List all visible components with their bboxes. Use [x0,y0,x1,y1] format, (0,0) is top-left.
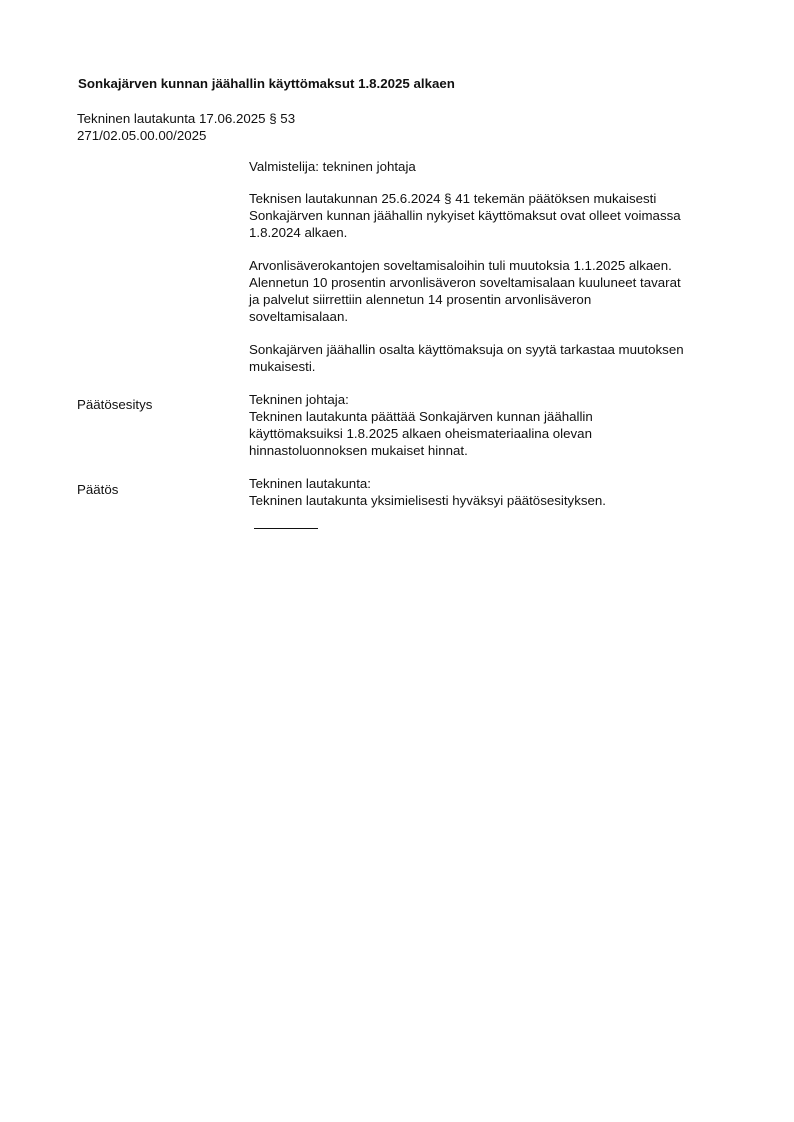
proposal-line: hinnastoluonnoksen mukaiset hinnat. [249,443,468,458]
decision-label: Päätös [77,482,119,497]
decision-paragraph [249,475,739,509]
meeting-reference: Tekninen lautakunta 17.06.2025 § 53 [77,111,296,126]
proposal-label: Päätösesitys [77,397,153,412]
background-paragraph-1 [249,190,739,241]
proposal-paragraph [249,391,739,459]
body-column [249,158,739,525]
paragraph-line: 1.8.2024 alkaen. [249,225,348,240]
background-paragraph-3 [249,341,739,375]
preparer-text: Valmistelija: tekninen johtaja [249,159,416,174]
document-title: Sonkajärven kunnan jäähallin käyttömaksut 1.8.2025 alkaen [78,76,455,91]
preparer-line [249,158,739,175]
paragraph-line: ja palvelut siirrettiin alennetun 14 prosentin arvonlisäveron [249,292,592,307]
paragraph-line: mukaisesti. [249,359,316,374]
paragraph-line: soveltamisalaan. [249,309,349,324]
paragraph-line: Arvonlisäverokantojen soveltamisaloihin tuli muutoksia 1.1.2025 alkaen. [249,258,672,273]
background-paragraph-2 [249,257,739,325]
paragraph-line: Sonkajärven jäähallin osalta käyttömaksuja on syytä tarkastaa muutoksen [249,342,684,357]
paragraph-line: Alennetun 10 prosentin arvonlisäveron soveltamisalaan kuuluneet tavarat [249,275,681,290]
record-number: 271/02.05.00.00/2025 [77,128,207,143]
meeting-meta [77,110,295,144]
signature-rule [254,528,318,529]
decision-line: Tekninen lautakunta: [249,476,371,491]
proposal-line: Tekninen lautakunta päättää Sonkajärven kunnan jäähallin [249,409,593,424]
paragraph-line: Teknisen lautakunnan 25.6.2024 § 41 tekemän päätöksen mukaisesti [249,191,657,206]
proposal-line: Tekninen johtaja: [249,392,349,407]
proposal-line: käyttömaksuiksi 1.8.2025 alkaen oheismateriaalina olevan [249,426,592,441]
paragraph-line: Sonkajärven kunnan jäähallin nykyiset käyttömaksut ovat olleet voimassa [249,208,681,223]
decision-line: Tekninen lautakunta yksimielisesti hyväksyi päätösesityksen. [249,493,606,508]
